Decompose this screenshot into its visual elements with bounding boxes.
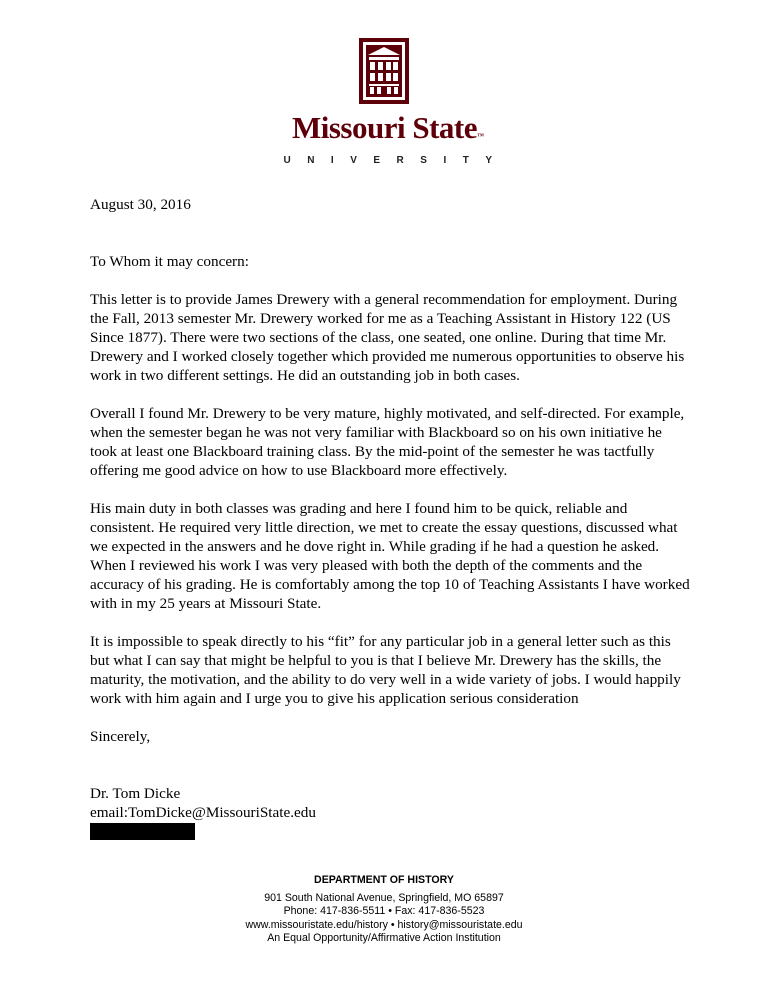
letter-paragraph: This letter is to provide James Drewery with a general recommendation for employment. During the Fall, 2013 semester Mr. Drewery worked for me as a Teaching Assistant in History 122 (US Since 1877). There were two sections of the class, one seated, one online. During that time Mr. Drewery and I worked closely together which provided me numerous opportunities to observe his work in two different settings. He did an outstanding job in both cases. — [90, 291, 685, 384]
letter-body — [90, 195, 690, 840]
signer-email: email:TomDicke@MissouriState.edu — [90, 804, 316, 821]
redaction-bar — [90, 823, 195, 840]
letterhead-footer — [0, 874, 768, 946]
signer-name: Dr. Tom Dicke — [90, 785, 181, 802]
footer-address: 901 South National Avenue, Springfield, MO 65897 — [264, 891, 504, 904]
letter-salutation: To Whom it may concern: — [90, 253, 249, 270]
trademark-symbol: ™ — [477, 132, 484, 140]
building-icon — [359, 38, 409, 104]
letter-paragraph: His main duty in both classes was grading and here I found him to be quick, reliable and consistent. He required very little direction, we met to create the essay questions, discussed what we expected in the answers and he dove right in. While grading if he had a question he asked. When I reviewed his work I was very pleased with both the depth of the comments and the accuracy of his grading. He is comfortably among the top 10 of Teaching Assistants I have worked with in my 25 years at Missouri State. — [90, 500, 690, 612]
letter-paragraph: It is impossible to speak directly to his “fit” for any particular job in a general letter such as this but what I can say that might be helpful to you is that I believe Mr. Drewery has the skills, the maturity, the motivation, and the ability to do very well in a wide variety of jobs. I would happily work with him again and I urge you to give his application serious consideration — [90, 633, 681, 707]
footer-web-email: www.missouristate.edu/history • history@missouristate.edu — [245, 918, 523, 931]
logo-wordmark-text: Missouri State — [291, 110, 477, 145]
letter-paragraph: Overall I found Mr. Drewery to be very mature, highly motivated, and self-directed. For example, when the semester began he was not very familiar with Blackboard so on his own initiative he took at least one Blackboard training class. By the mid-point of the semester he was tactfully offering me good advice on how to use Blackboard more effectively. — [90, 405, 685, 479]
letter-date: August 30, 2016 — [90, 196, 191, 213]
footer-phone-fax: Phone: 417-836-5511 • Fax: 417-836-5523 — [283, 905, 485, 917]
footer-eeo: An Equal Opportunity/Affirmative Action Institution — [267, 932, 501, 944]
logo-wordmark — [4, 112, 768, 152]
university-logo — [0, 38, 768, 166]
logo-subtitle: UNIVERSITY — [283, 155, 509, 166]
letter-closing: Sincerely, — [90, 728, 151, 745]
footer-department: DEPARTMENT OF HISTORY — [314, 874, 454, 886]
